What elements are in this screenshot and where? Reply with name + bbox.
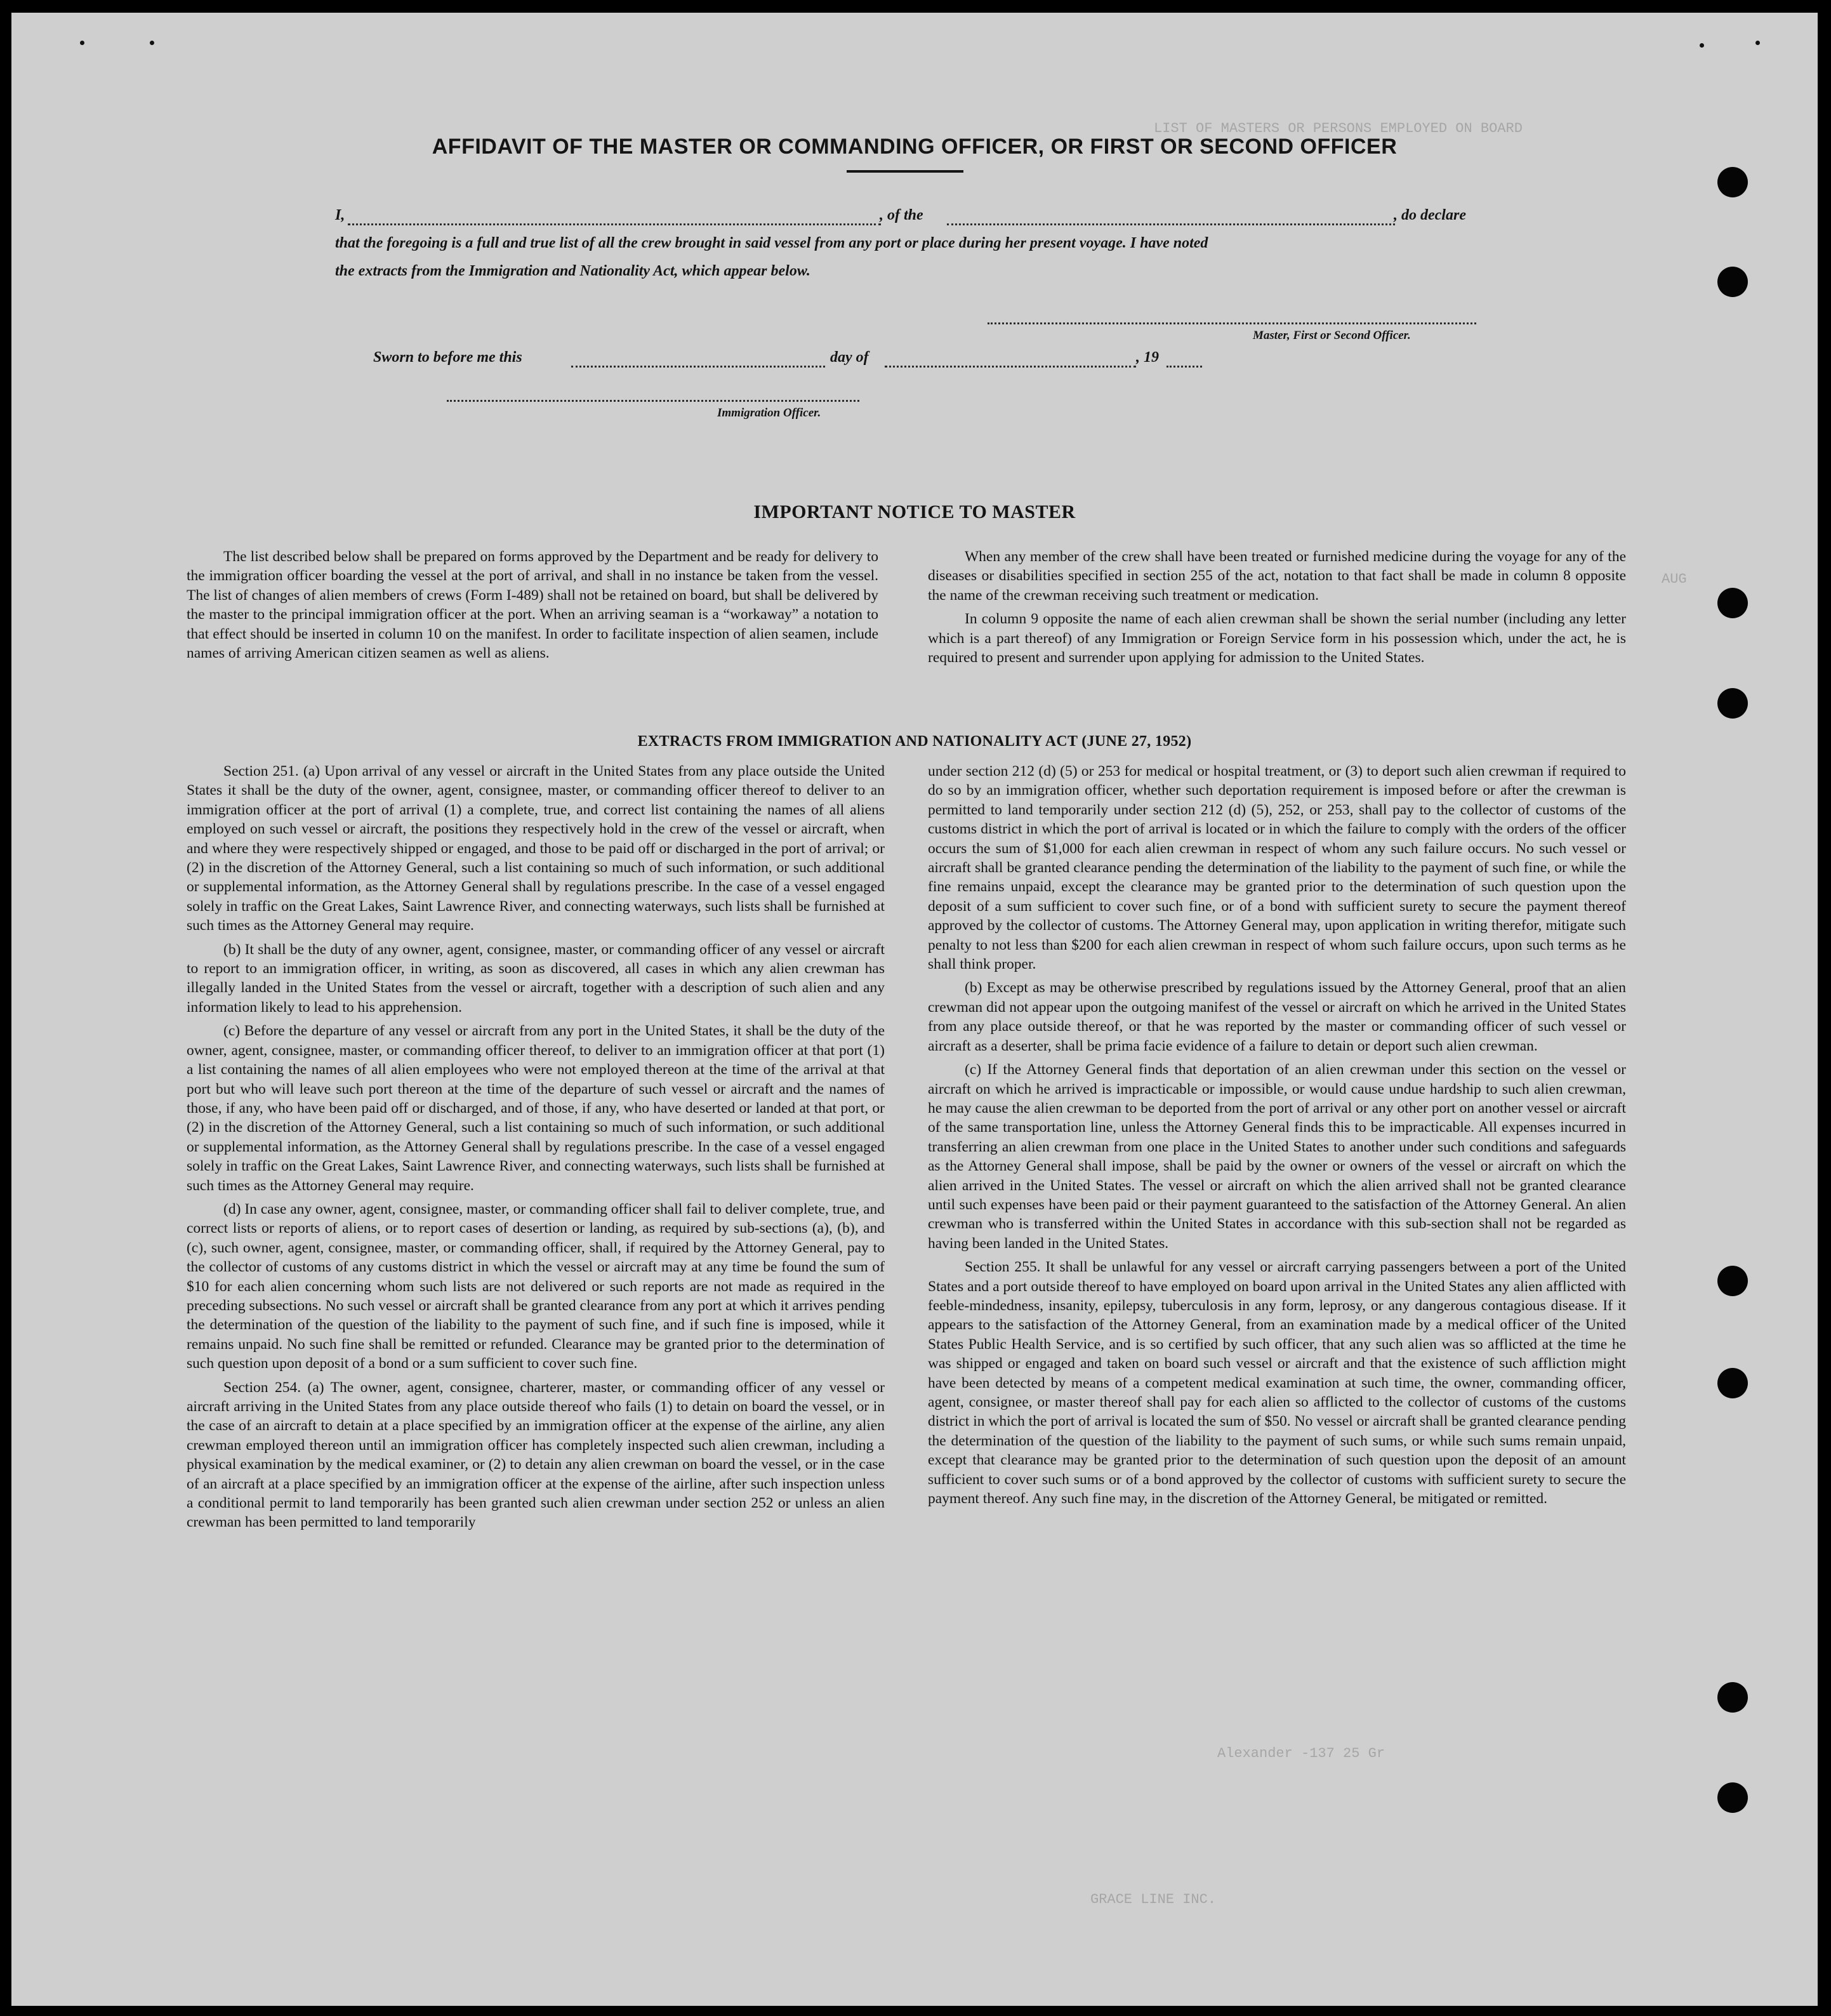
show-through-text: GRACE LINE INC. [1090, 1892, 1217, 1907]
notice-left-column [187, 547, 878, 663]
corner-speck [1700, 43, 1704, 48]
year-label: , 19 [1136, 349, 1159, 366]
document-page [11, 13, 1818, 2006]
notice-paragraph: When any member of the crew shall have been treated or furnished medicine during the voyage for any of the diseases or disabilities specified in section 255 of the act, notation to that fact shall be made in column 8 opposite the name of the crewman receiving such treatment or medication. [928, 548, 1626, 604]
show-through-text: AUG [1662, 571, 1687, 587]
section-254b: (b) Except as may be otherwise prescribed by regulations issued by the Attorney General, proof that an alien crewman did not appear upon the outgoing manifest of the vessel or aircraft on which he arrived in the United States from any place outside thereof, or that he was reported by the master or commanding officer of such vessel or aircraft as a deserter, shall be prima facie evidence of a failure to detain or deport such alien crewman. [928, 979, 1626, 1054]
declarant-name-line[interactable] [348, 223, 881, 225]
sworn-label: Sworn to before me this [373, 349, 522, 366]
declare-i-label: I, [335, 207, 345, 223]
corner-speck [80, 41, 84, 45]
binder-hole [1717, 688, 1748, 719]
section-255: Section 255. It shall be unlawful for any vessel or aircraft carrying passengers between a port of the United States and a port outside thereof to have employed on board upon arrival in the United States any alien afflicted with feeble-mindedness, insanity, epilepsy, tuberculosis in any form, leprosy, or any dangerous contagious disease. If it appears to the satisfaction of the Attorney General, from an examination made by a medical officer of the United States Public Health Service, and is so certified by such officer, that any such alien was so afflicted at the time he was shipped or engaged and taken on board such vessel or aircraft and that the existence of such affliction might have been detected by means of a competent medical examination at such time, the owner, commanding officer, agent, consignee, or master thereof shall pay for each alien so afflicted to the collector of customs of the customs district in which the port of arrival is located the sum of $50. No vessel or aircraft shall be granted clearance pending the determination of the question of the liability to the payment of such sums, or while such sums remain unpaid, except that clearance may be granted prior to the determination of such question upon the deposit of an amount sufficient to cover such sums or of a bond approved by the collector of customs with sufficient surety to secure the payment thereof. Any such fine may, in the discretion of the Attorney General, be mitigated or remitted. [928, 1259, 1626, 1508]
notice-paragraph: In column 9 opposite the name of each alien crewman shall be shown the serial number (including any letter which is a part thereof) of any Immigration or Foreign Service form in his possession which, under the act, he is required to present and surrender upon applying for admission to the United States. [928, 611, 1626, 666]
affidavit-line-3: the extracts from the Immigration and Nationality Act, which appear below. [335, 263, 810, 279]
binder-hole [1717, 1782, 1748, 1813]
do-declare-label: , do declare [1394, 207, 1466, 223]
show-through-text: Alexander -137 25 Gr [1217, 1746, 1385, 1761]
section-254a-continued: under section 212 (d) (5) or 253 for medical or hospital treatment, or (3) to deport such alien crewman if required to do so by an immigration officer, whether such deportation requirement is imposed before or after the crewman is permitted to land temporarily under section 212 (d) (5), 252, or 253, shall pay to the collector of customs of the customs district in which the port of arrival is located or in which the failure to comply with the orders of the officer occurs the sum of $1,000 for each alien crewman in respect of whom any such failure occurs. No such vessel or aircraft shall be granted clearance pending the determination of the liability to the payment of such fine, or while the fine remains unpaid, except the clearance may be granted prior to the determination of such question upon the deposit of a sum sufficient to cover such fine, or of a bond with sufficient surety to secure the payment thereof approved by the collector of customs. The Attorney General may, upon application in writing therefor, mitigate such penalty to not less than $200 for each alien crewman in respect of whom such failure occurs, upon such terms as he shall think proper. [928, 763, 1626, 973]
vessel-name-line[interactable] [947, 223, 1395, 225]
section-251b: (b) It shall be the duty of any owner, agent, consignee, master, or commanding officer of any vessel or aircraft to report to an immigration officer, in writing, as soon as discovered, all cases in which any alien crewman has illegally landed in the United States from the vessel or aircraft, together with a description of such alien and any information likely to lead to his apprehension. [187, 941, 885, 1016]
day-of-label: day of [830, 349, 869, 366]
binder-hole [1717, 167, 1748, 197]
notice-title: IMPORTANT NOTICE TO MASTER [753, 501, 1076, 522]
master-signature-label: Master, First or Second Officer. [1253, 329, 1411, 342]
master-signature-line[interactable] [988, 322, 1476, 324]
section-251c: (c) Before the departure of any vessel or aircraft from any port in the United States, it shall be the duty of the owner, agent, consignee, master, or commanding officer thereof, to deliver to an immigration officer at that port (1) a list containing the names of all alien employees who were not employed thereon at the time of the arrival at that port but who will leave such port thereon at the time of the departure of such vessel or aircraft and the names of those, if any, who have been paid off or discharged, and of those, if any, who have deserted or landed at that port, or (2) in the discretion of the Attorney General, such a list containing so much of such information, or such additional or supplemental information, as the Attorney General shall by regulations prescribe. In the case of a vessel engaged solely in traffic on the Great Lakes, Saint Lawrence River, and connecting waterways, such lists shall be furnished at such times as the Attorney General may require. [187, 1023, 885, 1194]
binder-hole [1717, 1368, 1748, 1398]
sworn-month-line[interactable] [885, 366, 1136, 368]
immigration-officer-label: Immigration Officer. [717, 406, 821, 420]
binder-hole [1717, 588, 1748, 618]
sworn-year-line[interactable] [1167, 366, 1202, 368]
section-251d: (d) In case any owner, agent, consignee, master, or commanding officer shall fail to deliver complete, true, and correct lists or reports of aliens, or to report cases of desertion or landing, as required by sub-sections (a), (b), and (c), such owner, agent, consignee, master, or commanding officer, shall, if required by the Attorney General, pay to the collector of customs of any customs district in which the vessel or aircraft may at any time be found the sum of $10 for each alien concerning whom such lists are not delivered or such reports are not made as required in the preceding subsections. No such vessel or aircraft shall be granted clearance from any port at which it arrives pending the determination of the question of the liability to the payment of such fine, and if such fine is imposed, while it remains unpaid. No such fine shall be remitted or refunded. Clearance may be granted prior to the determination of such question upon deposit of a bond or a sum sufficient to cover such fine. [187, 1200, 885, 1372]
binder-hole [1717, 1682, 1748, 1713]
notice-paragraph: The list described below shall be prepared on forms approved by the Department and be ready for delivery to the immigration officer boarding the vessel at the port of arrival, and shall in no instance be taken from the vessel. The list of changes of alien members of crews (Form I-489) shall not be retained on board, but shall be delivered by the master to the principal immigration officer at the port. When an arriving seaman is a “workaway” a notation to that effect should be inserted in column 10 on the manifest. In order to facilitate inspection of alien seamen, include names of arriving American citizen seamen as well as aliens. [187, 548, 878, 662]
section-254a: Section 254. (a) The owner, agent, consignee, charterer, master, or commanding officer of any vessel or aircraft arriving in the United States from any place outside thereof who fails (1) to detain on board the vessel, or in the case of an aircraft to detain at a place specified by an immigration officer at the expense of the airline, any alien crewman employed thereon until an immigration officer has completely inspected such alien crewman, including a physical examination by the medical examiner, or (2) to detain any alien crewman on board the vessel, or in the case of an aircraft at a place specified by an immigration officer at the expense of the airline, after such inspection unless a conditional permit to land temporarily has been granted such alien crewman under section 252 or unless an alien crewman has been permitted to land temporarily [187, 1379, 885, 1531]
of-the-label: , of the [880, 207, 923, 223]
extracts-left-column [187, 762, 885, 1532]
binder-hole [1717, 1266, 1748, 1296]
show-through-text: LIST OF MASTERS OR PERSONS EMPLOYED ON BOARD [1154, 121, 1523, 136]
corner-speck [1755, 41, 1760, 45]
immigration-officer-signature-line[interactable] [447, 400, 859, 402]
sworn-day-line[interactable] [571, 366, 825, 368]
binder-hole [1717, 267, 1748, 297]
extracts-right-column [928, 762, 1626, 1508]
section-251a: Section 251. (a) Upon arrival of any vessel or aircraft in the United States from any place outside the United States it shall be the duty of the owner, agent, consignee, master, or commanding officer thereof to deliver to an immigration officer at the port of arrival (1) a complete, true, and correct list containing the names of all aliens employed on such vessel or aircraft, the positions they respectively hold in the crew of the vessel or aircraft, when and where they were respectively shipped or engaged, and those to be paid off or discharged in the port of arrival; or (2) in the discretion of the Attorney General, such a list containing so much of such information, or such additional or supplemental information, as the Attorney General shall by regulations prescribe. In the case of a vessel engaged solely in traffic on the Great Lakes, Saint Lawrence River, and connecting waterways, such lists shall be furnished at such times as the Attorney General may require. [187, 763, 885, 934]
title-rule [847, 170, 963, 173]
notice-right-column [928, 547, 1626, 667]
affidavit-title: AFFIDAVIT OF THE MASTER OR COMMANDING OFFICER, OR FIRST OR SECOND OFFICER [432, 135, 1398, 159]
section-254c: (c) If the Attorney General finds that deportation of an alien crewman under this section on the vessel or aircraft on which he arrived is impracticable or impossible, or would cause undue hardship to such alien crewman, he may cause the alien crewman to be deported from the port of arrival or any other port on another vessel or aircraft of the same transportation line, unless the Attorney General finds this to be impracticable. All expenses incurred in transferring an alien crewman from one place in the United States to another under such conditions and safeguards as the Attorney General shall impose, shall be paid by the owner or owners of the vessel or aircraft on which the alien arrived in the United States. The vessel or aircraft on which the alien arrived shall not be granted clearance until such expenses have been paid or their payment guaranteed to the satisfaction of the Attorney General. An alien crewman who is transferred within the United States in accordance with this sub-section shall not be regarded as having been landed in the United States. [928, 1061, 1626, 1252]
affidavit-line-2: that the foregoing is a full and true list of all the crew brought in said vessel from any port or place during her present voyage. I have noted [335, 235, 1208, 251]
corner-speck [150, 41, 154, 45]
extracts-title: EXTRACTS FROM IMMIGRATION AND NATIONALITY ACT (JUNE 27, 1952) [637, 733, 1192, 750]
